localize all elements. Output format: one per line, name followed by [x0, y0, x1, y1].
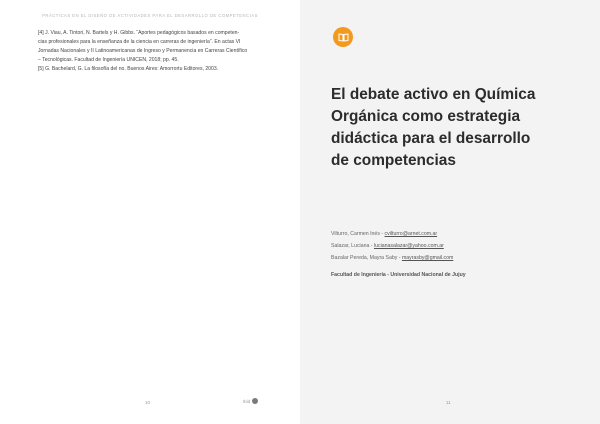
- reference-line: – Tecnológicas. Facultad de Ingeniería UNICEN, 2018; pp. 45.: [38, 57, 179, 63]
- reference-line: [5] G. Bachelard, G. La filosofía del no. Buenos Aires: Amorrortu Editores, 2003.: [38, 66, 219, 72]
- author-entry: [331, 240, 531, 252]
- reference-item: [38, 65, 288, 74]
- author-name: Salazar, Luciana -: [331, 243, 374, 250]
- references-list: [38, 29, 288, 74]
- reference-item: [38, 29, 288, 65]
- open-book-glyph: [338, 33, 349, 42]
- author-name: Bazalar Pereda, Mayra Saby -: [331, 255, 402, 262]
- reference-line: [4] J. Viau, A. Tintori, N. Bartels y H. Gibbs. “Aportes pedagógicos basados en competen-: [38, 30, 240, 36]
- open-book-icon: [333, 27, 353, 47]
- footer-mark-label: Ibid: [243, 398, 251, 404]
- article-title: El debate activo en Química Orgánica como estrategia didáctica para el desarrollo de competencias: [331, 86, 536, 169]
- author-entry: [331, 252, 531, 264]
- affiliation: Facultad de Ingeniería - Universidad Nacional de Jujuy: [331, 272, 466, 278]
- authors-list: [331, 228, 531, 265]
- author-name: Vilturro, Carmen Inés -: [331, 231, 385, 237]
- author-email-link[interactable]: mayrasby@gmail.com: [401, 255, 454, 262]
- footer-dot-icon: [252, 398, 258, 404]
- reference-line: Jornadas Nacionales y II Latinoamericanas de Ingreso y Permanencia en Carreras Científico: [38, 48, 248, 54]
- page-number-left: 10: [145, 400, 151, 405]
- page-number-right: 11: [446, 400, 451, 405]
- author-email-link[interactable]: cvilturro@arnet.com.ar: [384, 231, 438, 237]
- right-page: [300, 0, 600, 424]
- reference-line: cias profesionales para la enseñanza de la ciencia en carreras de ingeniería”. En actas VI: [38, 39, 241, 45]
- footer-mark: [243, 398, 258, 404]
- author-entry: [331, 228, 531, 240]
- running-header: PRÁCTICAS EN EL DISEÑO DE ACTIVIDADES PARA EL DESARROLLO DE COMPETENCIAS: [42, 13, 258, 18]
- author-email-link[interactable]: lucianasalazar@yahoo.com.ar: [373, 243, 444, 250]
